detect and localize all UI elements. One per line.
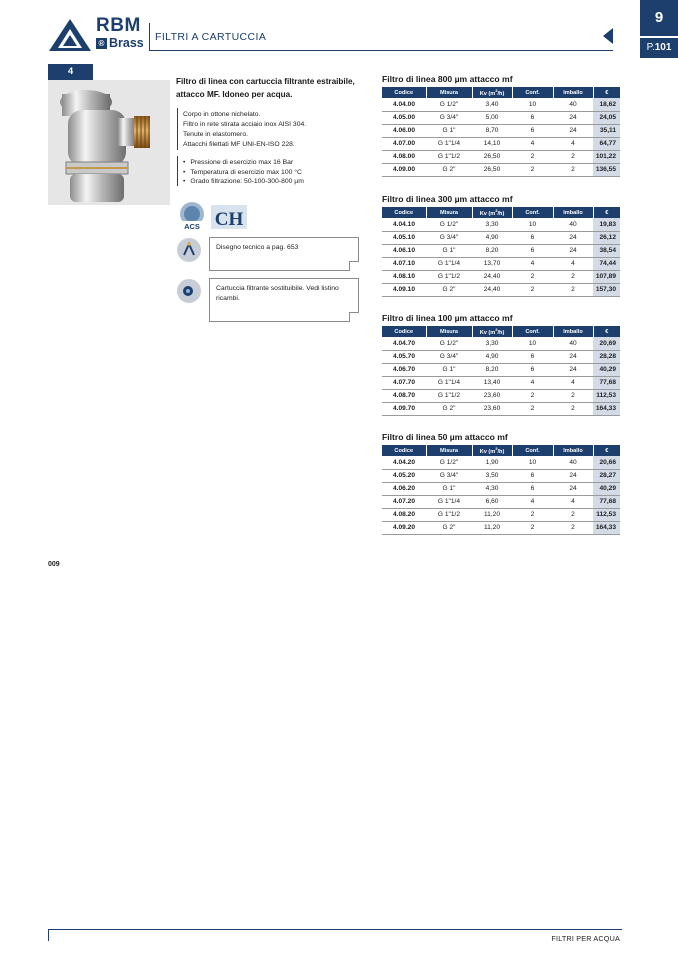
cell-kv: 24,40 [472,270,512,283]
footer-label: FILTRI PER ACQUA [551,934,620,943]
cell-pack: 2 [553,270,593,283]
cell-kv: 11,20 [472,508,512,521]
header-codice: Codice [382,326,426,337]
cell-kv: 3,40 [472,98,512,111]
cell-kv: 23,60 [472,389,512,402]
ch-label: CH [214,209,244,230]
kv-unit: /h) [497,90,505,97]
cell-kv: 8,20 [472,244,512,257]
cell-size: G 1/2" [426,98,472,111]
header-price: € [593,87,620,98]
price-table [382,207,620,297]
rbm-logo [48,15,148,52]
section-title: FILTRI A CARTUCCIA [155,31,267,43]
cell-pack: 24 [553,231,593,244]
table-row [382,218,620,231]
table-row [382,482,620,495]
cell-pack: 4 [553,257,593,270]
table-row [382,376,620,389]
cell-code: 4.07.00 [382,137,426,150]
spec-item: • Pressione di esercizio max 16 Bar [183,158,304,168]
table-row [382,350,620,363]
cell-kv: 13,40 [472,376,512,389]
cell-kv: 3,30 [472,218,512,231]
cell-kv: 14,10 [472,137,512,150]
header-misura: Misura [426,87,472,98]
description-bar [177,108,178,150]
ch-cert-icon [209,201,249,231]
cell-kv: 4,90 [472,231,512,244]
note-text: Disegno tecnico a pag. 653 [216,244,299,251]
cell-size: G 2" [426,521,472,534]
page-number: 101 [654,42,672,53]
cell-price: 74,44 [593,257,620,270]
cell-size: G 1"1/2 [426,389,472,402]
cell-price: 38,54 [593,244,620,257]
kv-label: Kv (m [479,448,496,455]
cell-price: 28,27 [593,469,620,482]
cell-code: 4.04.00 [382,98,426,111]
table-header-row [382,207,620,218]
cell-code: 4.05.10 [382,231,426,244]
cell-conf: 2 [512,389,553,402]
table-row [382,124,620,137]
header-conf: Conf. [512,87,553,98]
table-row [382,150,620,163]
kv-sup: 3 [495,327,498,333]
cell-pack: 40 [553,337,593,350]
header-codice: Codice [382,445,426,456]
cell-code: 4.06.00 [382,124,426,137]
price-table-800 [382,74,620,177]
table-title: Filtro di linea 800 µm attacco mf [382,74,513,84]
cell-conf: 6 [512,469,553,482]
cell-price: 112,53 [593,389,620,402]
cell-price: 157,30 [593,283,620,296]
cell-conf: 2 [512,283,553,296]
table-row [382,456,620,469]
cell-pack: 2 [553,150,593,163]
cell-kv: 23,60 [472,402,512,415]
table-row [382,337,620,350]
cell-conf: 6 [512,124,553,137]
specs-list [183,158,304,187]
acs-cert-icon [177,201,207,231]
table-title: Filtro di linea 50 µm attacco mf [382,432,508,442]
cell-pack: 4 [553,137,593,150]
specs-bar [177,156,178,186]
cell-code: 4.05.20 [382,469,426,482]
cell-conf: 6 [512,363,553,376]
triangle-logo-icon [48,18,92,52]
cell-pack: 24 [553,469,593,482]
cell-pack: 4 [553,495,593,508]
cell-kv: 8,70 [472,124,512,137]
cell-conf: 6 [512,350,553,363]
spec-item: • Grado filtrazione: 50-100-300-800 µm [183,177,304,187]
cell-pack: 2 [553,521,593,534]
header-divider [149,23,150,51]
header-kv [472,207,512,218]
cell-kv: 1,90 [472,456,512,469]
cell-price: 77,68 [593,495,620,508]
technical-drawing-note [209,237,359,271]
cell-price: 20,69 [593,337,620,350]
header-imballo: Imballo [553,445,593,456]
price-table [382,326,620,416]
cell-code: 4.07.10 [382,257,426,270]
cell-conf: 10 [512,98,553,111]
cell-conf: 10 [512,456,553,469]
cell-pack: 2 [553,283,593,296]
cell-price: 40,29 [593,363,620,376]
price-table-300 [382,194,620,297]
cell-conf: 2 [512,163,553,176]
header-conf: Conf. [512,207,553,218]
cell-size: G 1" [426,363,472,376]
table-header-row [382,445,620,456]
cell-code: 4.08.00 [382,150,426,163]
table-row [382,469,620,482]
cell-code: 4.04.20 [382,456,426,469]
kv-sup: 3 [495,88,498,94]
cell-price: 19,83 [593,218,620,231]
product-number: 4 [48,64,93,80]
cell-kv: 6,60 [472,495,512,508]
kv-label: Kv (m [479,90,496,97]
kv-unit: /h) [497,210,505,217]
cell-size: G 1"1/2 [426,508,472,521]
cell-price: 77,68 [593,376,620,389]
table-row [382,495,620,508]
table-title: Filtro di linea 300 µm attacco mf [382,194,513,204]
cell-size: G 3/4" [426,111,472,124]
cell-code: 4.05.70 [382,350,426,363]
table-row [382,257,620,270]
price-table-50 [382,432,620,535]
cell-conf: 4 [512,137,553,150]
technical-drawing-icon [177,238,201,262]
cell-code: 4.09.20 [382,521,426,534]
header-codice: Codice [382,87,426,98]
kv-unit: /h) [497,448,505,455]
header-price: € [593,207,620,218]
table-row [382,521,620,534]
cell-code: 4.07.20 [382,495,426,508]
box-corner [349,312,359,322]
cell-code: 4.09.70 [382,402,426,415]
cell-code: 4.04.10 [382,218,426,231]
kv-sup: 3 [495,446,498,452]
cell-code: 4.09.10 [382,283,426,296]
cell-price: 112,53 [593,508,620,521]
table-row [382,363,620,376]
cell-price: 107,89 [593,270,620,283]
description-line: Tenute in elastomero. [183,131,248,138]
header-misura: Misura [426,445,472,456]
cell-pack: 24 [553,244,593,257]
cell-kv: 26,50 [472,163,512,176]
cell-size: G 1" [426,244,472,257]
header-imballo: Imballo [553,207,593,218]
cell-pack: 24 [553,363,593,376]
cell-conf: 4 [512,495,553,508]
table-row [382,244,620,257]
filter-valve-image [48,80,170,205]
table-row [382,389,620,402]
header-kv [472,326,512,337]
product-photo [48,80,170,205]
spec-item: • Temperatura di esercizio max 100 °C [183,168,304,178]
cell-code: 4.06.20 [382,482,426,495]
cell-code: 4.08.70 [382,389,426,402]
cell-conf: 10 [512,218,553,231]
cell-size: G 3/4" [426,469,472,482]
cell-pack: 40 [553,98,593,111]
header-misura: Misura [426,207,472,218]
cell-price: 101,22 [593,150,620,163]
cell-price: 40,29 [593,482,620,495]
cell-kv: 11,20 [472,521,512,534]
kv-unit: /h) [497,329,505,336]
footer-divider [48,929,49,941]
description-line: Attacchi filettati MF UNI-EN-ISO 228. [183,141,295,148]
header-conf: Conf. [512,445,553,456]
cell-conf: 2 [512,402,553,415]
cell-pack: 2 [553,402,593,415]
header-rule [149,50,613,51]
cell-code: 4.06.70 [382,363,426,376]
page-code: 009 [48,561,60,568]
acs-label: ACS [184,222,200,231]
page-prefix: P. [646,42,655,53]
cell-pack: 24 [553,124,593,137]
table-header-row [382,326,620,337]
cell-pack: 24 [553,111,593,124]
cell-pack: 2 [553,389,593,402]
cell-kv: 13,70 [472,257,512,270]
cell-size: G 1" [426,482,472,495]
table-row [382,270,620,283]
cell-size: G 1"1/4 [426,257,472,270]
cell-price: 64,77 [593,137,620,150]
cell-price: 164,33 [593,521,620,534]
cell-kv: 5,00 [472,111,512,124]
cell-price: 28,28 [593,350,620,363]
box-corner [349,261,359,271]
cell-price: 26,12 [593,231,620,244]
price-table [382,87,620,177]
header-kv [472,87,512,98]
chapter-tab[interactable]: 9 [640,0,678,36]
note-text: Cartuccia filtrante sostituibile. Vedi listino ricambi. [216,285,339,302]
cell-kv: 26,50 [472,150,512,163]
cell-size: G 1"1/4 [426,495,472,508]
cell-size: G 2" [426,163,472,176]
cell-size: G 2" [426,402,472,415]
cell-price: 18,62 [593,98,620,111]
cell-kv: 8,20 [472,363,512,376]
cell-size: G 1"1/2 [426,150,472,163]
table-row [382,283,620,296]
cell-conf: 6 [512,111,553,124]
price-table [382,445,620,535]
cell-pack: 24 [553,482,593,495]
cell-conf: 6 [512,482,553,495]
table-title: Filtro di linea 100 µm attacco mf [382,313,513,323]
cell-size: G 1"1/4 [426,376,472,389]
cell-code: 4.05.00 [382,111,426,124]
cell-size: G 3/4" [426,231,472,244]
kv-sup: 3 [495,208,498,214]
kv-label: Kv (m [479,329,496,336]
cell-code: 4.08.10 [382,270,426,283]
cell-size: G 1"1/4 [426,137,472,150]
cell-kv: 24,40 [472,283,512,296]
brand-sub: ® Brass [96,36,144,50]
table-row [382,111,620,124]
cell-size: G 1" [426,124,472,137]
cell-conf: 2 [512,508,553,521]
cell-kv: 4,30 [472,482,512,495]
product-title: Filtro di linea con cartuccia filtrante estraibile, attacco MF. Idoneo per acqua. [176,77,355,99]
table-header-row [382,87,620,98]
cell-conf: 6 [512,231,553,244]
header-conf: Conf. [512,326,553,337]
cell-size: G 1/2" [426,337,472,350]
cell-size: G 1"1/2 [426,270,472,283]
cell-pack: 4 [553,376,593,389]
header-imballo: Imballo [553,326,593,337]
table-row [382,163,620,176]
table-row [382,231,620,244]
cell-price: 164,33 [593,402,620,415]
cell-pack: 2 [553,508,593,521]
cell-pack: 40 [553,218,593,231]
price-table-100 [382,313,620,416]
kv-label: Kv (m [479,210,496,217]
cell-conf: 2 [512,270,553,283]
cell-price: 20,66 [593,456,620,469]
description-line: Corpo in ottone nichelato. [183,111,261,118]
cell-conf: 2 [512,150,553,163]
table-row [382,137,620,150]
footer-rule [48,929,622,930]
cell-conf: 4 [512,376,553,389]
cell-code: 4.07.70 [382,376,426,389]
cell-code: 4.08.20 [382,508,426,521]
back-arrow-icon[interactable] [603,28,613,44]
cell-kv: 3,50 [472,469,512,482]
cell-price: 24,05 [593,111,620,124]
cell-pack: 40 [553,456,593,469]
cell-pack: 2 [553,163,593,176]
cell-kv: 4,90 [472,350,512,363]
table-row [382,98,620,111]
table-row [382,508,620,521]
table-row [382,402,620,415]
cell-size: G 1/2" [426,456,472,469]
brand-name: RBM [96,15,141,36]
product-description [183,110,306,150]
cell-kv: 3,30 [472,337,512,350]
header-codice: Codice [382,207,426,218]
header-kv [472,445,512,456]
cell-code: 4.06.10 [382,244,426,257]
brand-sub-text: Brass [109,36,144,50]
cell-size: G 2" [426,283,472,296]
header-price: € [593,445,620,456]
cell-size: G 1/2" [426,218,472,231]
header-imballo: Imballo [553,87,593,98]
cell-conf: 2 [512,521,553,534]
cell-code: 4.04.70 [382,337,426,350]
header-misura: Misura [426,326,472,337]
cell-size: G 3/4" [426,350,472,363]
cell-conf: 4 [512,257,553,270]
page-number-tab [640,38,678,58]
cell-price: 35,11 [593,124,620,137]
cell-conf: 10 [512,337,553,350]
cell-code: 4.09.00 [382,163,426,176]
description-line: Filtro in rete stirata acciaio inox AISI 304. [183,121,307,128]
cell-pack: 24 [553,350,593,363]
cell-conf: 6 [512,244,553,257]
cell-price: 136,55 [593,163,620,176]
cartridge-icon [177,279,201,303]
header-price: € [593,326,620,337]
cartridge-note [209,278,359,322]
